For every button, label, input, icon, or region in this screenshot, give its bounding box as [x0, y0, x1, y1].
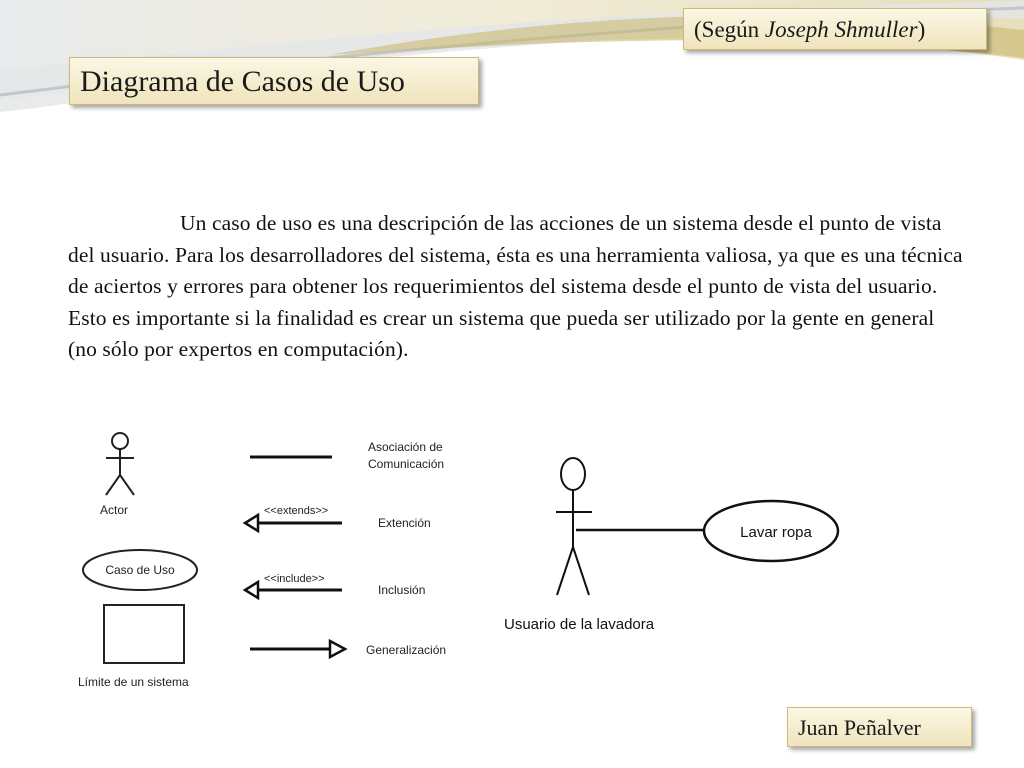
credit-suffix: ) — [917, 17, 926, 42]
system-boundary-symbol — [104, 605, 184, 663]
credit-prefix: (Según — [694, 17, 765, 42]
example-use-case-label: Lavar ropa — [740, 524, 812, 541]
example-actor-figure — [556, 458, 592, 595]
footer-author-label: Juan Peñalver — [787, 707, 972, 747]
generalization-arrow-head — [330, 641, 345, 657]
use-case-label: Caso de Uso — [105, 563, 175, 577]
example-diagram — [472, 425, 902, 655]
use-case-symbol — [83, 550, 197, 590]
description-panel — [62, 150, 988, 402]
actor-symbol — [106, 433, 134, 495]
uml-legend — [62, 420, 472, 700]
extension-arrow-head — [245, 515, 258, 531]
extends-stereotype: <<extends>> — [264, 505, 329, 517]
slide-title: Diagrama de Casos de Uso — [69, 57, 479, 105]
example-actor-label: Usuario de la lavadora — [504, 616, 655, 633]
inclusion-label: Inclusión — [378, 583, 426, 597]
credit-author: Joseph Shmuller — [764, 17, 918, 42]
system-boundary-label: Límite de un sistema — [78, 675, 189, 689]
inclusion-arrow-head — [245, 582, 258, 598]
include-stereotype: <<include>> — [264, 573, 325, 585]
association-label-line1: Asociación de — [368, 440, 443, 454]
extension-label: Extención — [378, 516, 431, 530]
author-credit-label — [683, 8, 987, 50]
description-paragraph: Un caso de uso es una descripción de las acciones de un sistema desde el punto de vista del usuario. Para los desarrolladores del sistema, ésta es una herramienta valiosa, ya que es una técnica de aciertos y errores para obtener los requerimientos del sistema desde el punto de vista del usuario. Esto es importante si la finalidad es crear un sistema que pueda ser utilizado por la gente en general (no sólo por expertos en computación). — [68, 211, 963, 361]
association-label-line2: Comunicación — [368, 457, 445, 471]
actor-label: Actor — [100, 503, 129, 517]
generalization-label: Generalización — [366, 643, 447, 657]
